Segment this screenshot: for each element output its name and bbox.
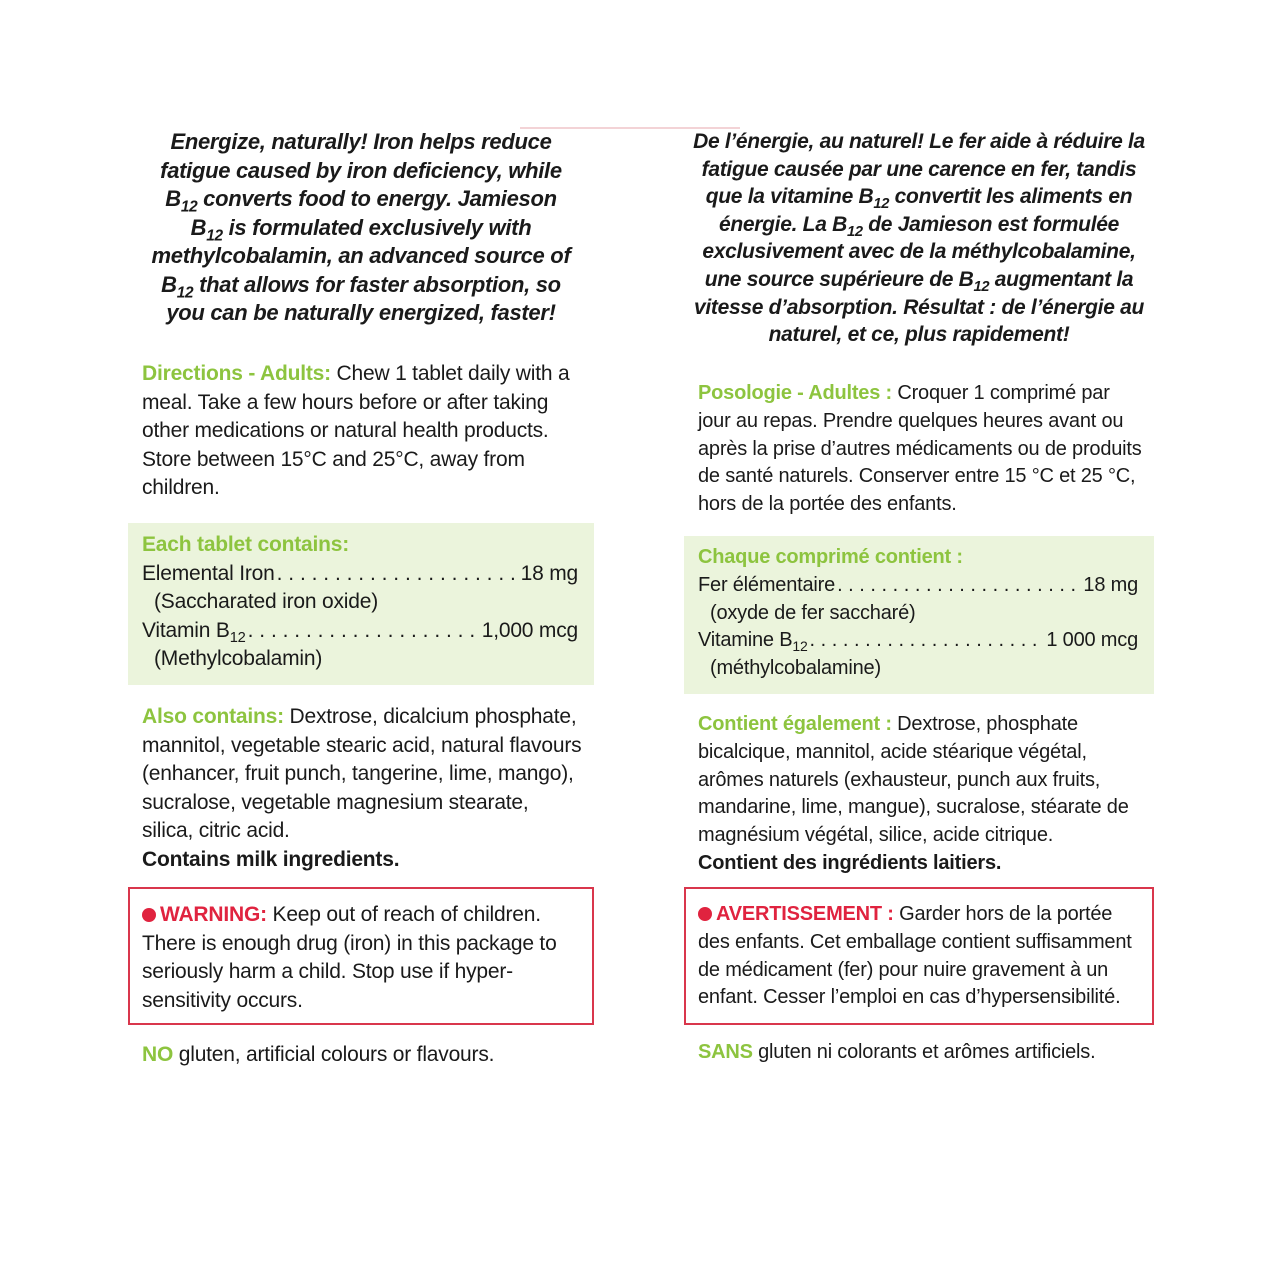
ingredient-row <box>698 572 1138 600</box>
ingredient-source: (Saccharated iron oxide) <box>154 590 378 614</box>
tablet-contents-box <box>128 523 594 685</box>
intro-text <box>684 128 1154 349</box>
also-contains-label: Contient également : <box>698 713 892 735</box>
warning-label: WARNING: <box>160 903 267 926</box>
intro-line: que la vitamine $B_{12}$ convertit les aliments en <box>705 185 1133 213</box>
ingredient-row <box>698 627 1138 655</box>
also-contains-text: Dextrose, phosphate bicalcique, mannitol, acide stéarique végétal, arômes naturels (exhausteur, punch aux fruits, mandarine, lime, mangue), sucralose, stéarate de magnésium végétal, silice, acide citrique. <box>698 713 1129 847</box>
also-contains <box>698 711 1144 878</box>
intro-text <box>128 128 594 328</box>
intro-line: une source supérieure de $B_{12}$ augmentant la <box>704 267 1134 296</box>
leader-dots <box>837 572 1077 600</box>
milk-notice: Contient des ingrédients laitiers. <box>698 851 1002 874</box>
ingredient-amount: 18 mg <box>1083 573 1138 596</box>
tablet-contents-title: Each tablet contains: <box>142 533 350 556</box>
directions-text: Croquer 1 comprimé par jour au repas. Prendre quelques heures avant ou après la prise d’autres médicaments ou de produits de santé naturels. Conserver entre 15 °C et 25 °C, hors de la portée des enfants. <box>698 382 1142 516</box>
no-gluten-note <box>142 1041 584 1070</box>
intro-line: exclusivement avec de la méthylcobalamine, <box>702 240 1136 264</box>
also-contains <box>142 703 584 875</box>
intro-line: $B_{12}$ converts food to energy. Jamieson <box>165 186 557 216</box>
intro-line: $B_{12}$ that allows for faster absorption, so <box>161 271 561 301</box>
intro-line: naturel, et ce, plus rapidement! <box>768 323 1070 347</box>
intro-line: you can be naturally energized, faster! <box>166 300 556 325</box>
ingredient-source: (méthylcobalamine) <box>710 657 881 680</box>
also-contains-text: Dextrose, dicalcium phosphate, mannitol, vegetable stearic acid, natural flavours (enhancer, fruit punch, tangerine, lime, mango), sucralose, vegetable magnesium stearate, silica, citric acid. <box>142 705 582 843</box>
directions <box>698 380 1144 519</box>
ingredient-name: Fer élémentaire <box>698 573 836 596</box>
tablet-contents-box <box>684 536 1154 694</box>
warning-dot-icon <box>142 908 156 922</box>
ingredient-source: (Methylcobalamin) <box>154 647 323 671</box>
directions-label: Posologie - Adultes : <box>698 382 892 404</box>
ingredient-amount: 1 000 mcg <box>1046 629 1138 652</box>
intro-line: $B_{12}$ is formulated exclusively with <box>190 214 532 244</box>
ingredient-amount: 18 mg <box>520 561 578 585</box>
intro-line: fatigue caused by iron deficiency, while <box>160 157 562 183</box>
ingredient-amount: 1,000 mcg <box>481 618 578 642</box>
intro-line: fatigue causée par une carence en fer, tandis <box>701 157 1137 181</box>
leader-dots <box>810 627 1041 655</box>
directions <box>142 360 584 503</box>
warning-label: AVERTISSEMENT : <box>716 903 894 925</box>
ingredient-source: (oxyde de fer saccharé) <box>710 601 916 624</box>
no-label: SANS <box>698 1041 753 1063</box>
directions-text: Chew 1 tablet daily with a meal. Take a few hours before or after taking other medications or natural health products. Store between 15°C and 25°C, away from children. <box>142 362 570 500</box>
intro-line: methylcobalamin, an advanced source of <box>151 243 571 268</box>
intro-line: De l’énergie, au naturel! Le fer aide à réduire la <box>693 130 1145 153</box>
directions-label: Directions - Adults: <box>142 362 331 385</box>
no-gluten-note <box>698 1039 1144 1067</box>
warning-box <box>128 887 594 1025</box>
ingredient-row <box>142 617 578 646</box>
no-label: NO <box>142 1043 174 1066</box>
ingredient-row <box>142 560 578 589</box>
warning-box <box>684 887 1154 1025</box>
intro-line: énergie. La $B_{12}$ de Jamieson est formulée <box>719 212 1119 240</box>
ingredient-name: Elemental Iron <box>142 561 275 585</box>
no-text: gluten, artificial colours or flavours. <box>173 1043 495 1066</box>
also-contains-label: Also contains: <box>142 705 284 728</box>
warning-text: Garder hors de la portée des enfants. Cet emballage contient suffisamment de médicament (fer) pour nuire gravement à un enfant. Cesser l’emploi en cas d’hypersensibilité. <box>698 903 1132 1009</box>
intro-line: vitesse d’absorption. Résultat : de l’énergie au <box>693 295 1145 319</box>
milk-notice: Contains milk ingredients. <box>142 847 400 871</box>
no-text: gluten ni colorants et arômes artificiels. <box>752 1041 1096 1063</box>
ingredient-name: Vitamine $B_{12}$ <box>698 629 808 655</box>
leader-dots <box>277 560 515 589</box>
intro-line: Energize, naturally! Iron helps reduce <box>170 129 552 154</box>
leader-dots <box>248 617 476 646</box>
tablet-contents-title: Chaque comprimé contient : <box>698 546 963 568</box>
warning-dot-icon <box>698 907 712 921</box>
ingredient-name: Vitamin $B_{12}$ <box>142 618 246 646</box>
warning-text: Keep out of reach of children. There is enough drug (iron) in this package to seriously harm a child. Stop use if hyper-sensitivity occurs. <box>142 903 557 1012</box>
